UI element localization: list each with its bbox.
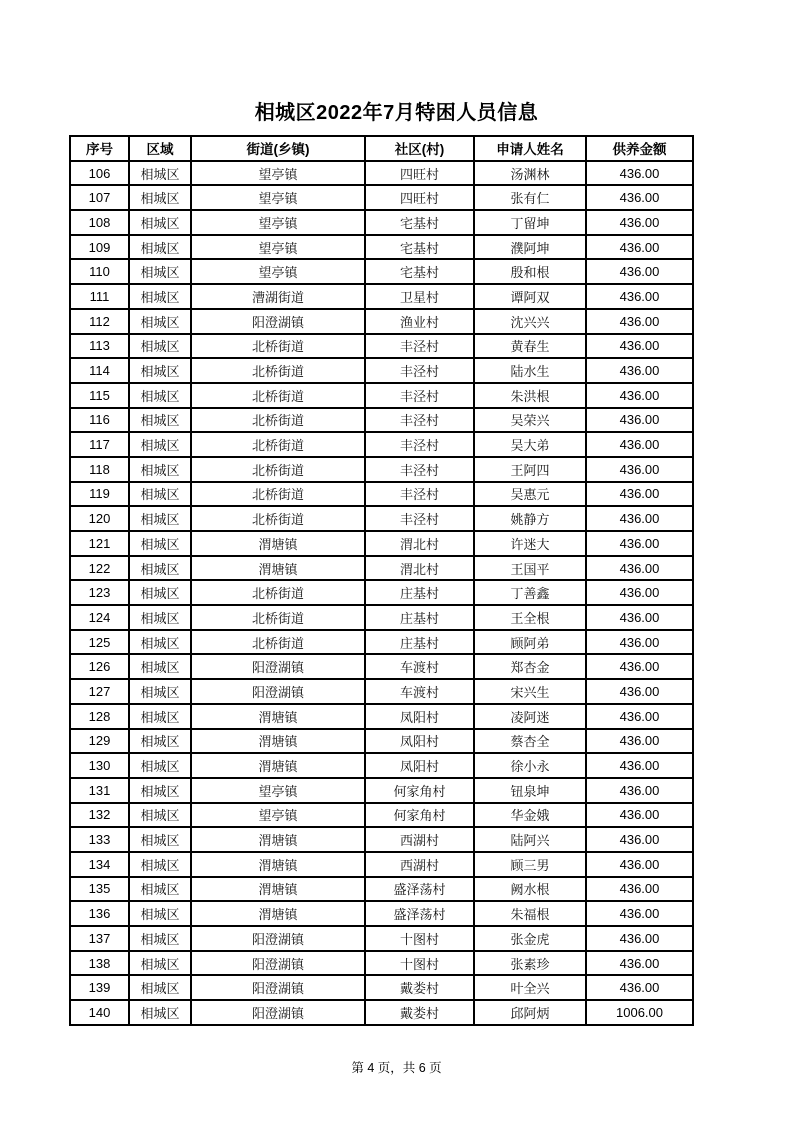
table-row	[70, 679, 693, 704]
cell-street: 阳澄湖镇	[191, 975, 365, 1000]
cell-village: 凤阳村	[365, 729, 474, 754]
table-row	[70, 556, 693, 581]
cell-street: 望亭镇	[191, 161, 365, 186]
cell-street: 北桥街道	[191, 383, 365, 408]
cell-amount: 436.00	[586, 161, 693, 186]
table-row	[70, 506, 693, 531]
cell-applicant: 张有仁	[474, 185, 586, 210]
cell-amount: 436.00	[586, 531, 693, 556]
cell-serial: 131	[70, 778, 129, 803]
header-cell-applicant: 申请人姓名	[474, 136, 586, 161]
cell-district: 相城区	[129, 901, 191, 926]
cell-district: 相城区	[129, 729, 191, 754]
table-row	[70, 1000, 693, 1025]
cell-street: 渭塘镇	[191, 729, 365, 754]
cell-applicant: 叶全兴	[474, 975, 586, 1000]
cell-amount: 436.00	[586, 334, 693, 359]
cell-serial: 108	[70, 210, 129, 235]
cell-village: 丰泾村	[365, 358, 474, 383]
table-row	[70, 852, 693, 877]
cell-street: 北桥街道	[191, 408, 365, 433]
cell-district: 相城区	[129, 654, 191, 679]
table-row	[70, 605, 693, 630]
cell-village: 渭北村	[365, 556, 474, 581]
cell-serial: 127	[70, 679, 129, 704]
cell-village: 丰泾村	[365, 506, 474, 531]
cell-amount: 436.00	[586, 457, 693, 482]
cell-serial: 129	[70, 729, 129, 754]
header-cell-village: 社区(村)	[365, 136, 474, 161]
table-row	[70, 827, 693, 852]
table-row	[70, 482, 693, 507]
cell-street: 望亭镇	[191, 778, 365, 803]
cell-amount: 436.00	[586, 259, 693, 284]
cell-street: 渭塘镇	[191, 852, 365, 877]
cell-district: 相城区	[129, 1000, 191, 1025]
table-row	[70, 383, 693, 408]
header-cell-street: 街道(乡镇)	[191, 136, 365, 161]
cell-amount: 436.00	[586, 926, 693, 951]
cell-applicant: 陆水生	[474, 358, 586, 383]
cell-applicant: 顾三男	[474, 852, 586, 877]
cell-amount: 436.00	[586, 556, 693, 581]
table-row	[70, 432, 693, 457]
cell-applicant: 钮泉坤	[474, 778, 586, 803]
cell-serial: 136	[70, 901, 129, 926]
cell-applicant: 张金虎	[474, 926, 586, 951]
cell-amount: 436.00	[586, 852, 693, 877]
cell-amount: 436.00	[586, 432, 693, 457]
cell-street: 望亭镇	[191, 235, 365, 260]
table-row	[70, 408, 693, 433]
cell-serial: 113	[70, 334, 129, 359]
cell-applicant: 许迷大	[474, 531, 586, 556]
cell-village: 丰泾村	[365, 334, 474, 359]
cell-village: 十图村	[365, 951, 474, 976]
cell-village: 何家角村	[365, 778, 474, 803]
cell-district: 相城区	[129, 926, 191, 951]
cell-serial: 110	[70, 259, 129, 284]
cell-amount: 436.00	[586, 729, 693, 754]
cell-serial: 125	[70, 630, 129, 655]
cell-district: 相城区	[129, 778, 191, 803]
cell-street: 阳澄湖镇	[191, 926, 365, 951]
table-row	[70, 803, 693, 828]
cell-applicant: 阙水根	[474, 877, 586, 902]
cell-village: 宅基村	[365, 235, 474, 260]
table-row	[70, 951, 693, 976]
cell-street: 北桥街道	[191, 506, 365, 531]
cell-village: 渔业村	[365, 309, 474, 334]
cell-applicant: 顾阿弟	[474, 630, 586, 655]
table-row	[70, 531, 693, 556]
cell-applicant: 陆阿兴	[474, 827, 586, 852]
cell-amount: 436.00	[586, 605, 693, 630]
table-body	[70, 161, 693, 1025]
cell-amount: 436.00	[586, 827, 693, 852]
cell-street: 阳澄湖镇	[191, 679, 365, 704]
table-row	[70, 284, 693, 309]
cell-serial: 120	[70, 506, 129, 531]
cell-village: 丰泾村	[365, 383, 474, 408]
cell-applicant: 汤渊林	[474, 161, 586, 186]
cell-applicant: 郑杏金	[474, 654, 586, 679]
cell-amount: 436.00	[586, 210, 693, 235]
cell-applicant: 朱福根	[474, 901, 586, 926]
cell-serial: 119	[70, 482, 129, 507]
cell-amount: 436.00	[586, 383, 693, 408]
cell-district: 相城区	[129, 506, 191, 531]
cell-village: 宅基村	[365, 210, 474, 235]
table-row	[70, 457, 693, 482]
cell-district: 相城区	[129, 235, 191, 260]
cell-village: 宅基村	[365, 259, 474, 284]
cell-applicant: 王全根	[474, 605, 586, 630]
cell-street: 望亭镇	[191, 185, 365, 210]
cell-district: 相城区	[129, 580, 191, 605]
cell-amount: 436.00	[586, 630, 693, 655]
cell-serial: 123	[70, 580, 129, 605]
cell-serial: 138	[70, 951, 129, 976]
cell-serial: 140	[70, 1000, 129, 1025]
cell-district: 相城区	[129, 827, 191, 852]
cell-applicant: 黄春生	[474, 334, 586, 359]
cell-applicant: 殷和根	[474, 259, 586, 284]
cell-street: 阳澄湖镇	[191, 951, 365, 976]
cell-village: 庄基村	[365, 580, 474, 605]
cell-applicant: 宋兴生	[474, 679, 586, 704]
cell-district: 相城区	[129, 630, 191, 655]
cell-applicant: 王阿四	[474, 457, 586, 482]
cell-serial: 114	[70, 358, 129, 383]
cell-amount: 436.00	[586, 654, 693, 679]
cell-village: 卫星村	[365, 284, 474, 309]
table-row	[70, 729, 693, 754]
cell-amount: 436.00	[586, 704, 693, 729]
cell-serial: 135	[70, 877, 129, 902]
table-row	[70, 309, 693, 334]
cell-serial: 111	[70, 284, 129, 309]
cell-village: 十图村	[365, 926, 474, 951]
cell-amount: 436.00	[586, 803, 693, 828]
cell-village: 盛泽荡村	[365, 901, 474, 926]
cell-district: 相城区	[129, 556, 191, 581]
cell-village: 西湖村	[365, 827, 474, 852]
cell-serial: 139	[70, 975, 129, 1000]
cell-village: 丰泾村	[365, 457, 474, 482]
cell-amount: 436.00	[586, 778, 693, 803]
cell-street: 渭塘镇	[191, 901, 365, 926]
cell-amount: 436.00	[586, 506, 693, 531]
cell-district: 相城区	[129, 482, 191, 507]
table-row	[70, 704, 693, 729]
cell-street: 渭塘镇	[191, 531, 365, 556]
cell-serial: 121	[70, 531, 129, 556]
info-table	[69, 135, 694, 1026]
cell-applicant: 徐小永	[474, 753, 586, 778]
header-cell-amount: 供养金额	[586, 136, 693, 161]
cell-applicant: 蔡杏全	[474, 729, 586, 754]
cell-street: 渭塘镇	[191, 704, 365, 729]
table-row	[70, 185, 693, 210]
cell-amount: 436.00	[586, 951, 693, 976]
cell-village: 丰泾村	[365, 408, 474, 433]
cell-village: 四旺村	[365, 185, 474, 210]
table-row	[70, 580, 693, 605]
cell-applicant: 邱阿炳	[474, 1000, 586, 1025]
cell-applicant: 濮阿坤	[474, 235, 586, 260]
cell-serial: 133	[70, 827, 129, 852]
cell-street: 北桥街道	[191, 605, 365, 630]
cell-district: 相城区	[129, 531, 191, 556]
cell-amount: 436.00	[586, 185, 693, 210]
cell-village: 车渡村	[365, 654, 474, 679]
cell-applicant: 王国平	[474, 556, 586, 581]
cell-street: 望亭镇	[191, 803, 365, 828]
cell-applicant: 吴惠元	[474, 482, 586, 507]
cell-village: 西湖村	[365, 852, 474, 877]
cell-applicant: 姚静方	[474, 506, 586, 531]
cell-amount: 436.00	[586, 975, 693, 1000]
page-title: 相城区2022年7月特困人员信息	[254, 102, 539, 124]
cell-village: 盛泽荡村	[365, 877, 474, 902]
cell-street: 渭塘镇	[191, 877, 365, 902]
cell-serial: 112	[70, 309, 129, 334]
cell-village: 丰泾村	[365, 432, 474, 457]
cell-village: 车渡村	[365, 679, 474, 704]
cell-serial: 126	[70, 654, 129, 679]
cell-street: 望亭镇	[191, 259, 365, 284]
cell-street: 北桥街道	[191, 432, 365, 457]
table-row	[70, 901, 693, 926]
cell-street: 北桥街道	[191, 630, 365, 655]
cell-amount: 436.00	[586, 358, 693, 383]
cell-serial: 134	[70, 852, 129, 877]
page-footer: 第 4 页，共 6 页	[351, 1060, 442, 1075]
table-row	[70, 259, 693, 284]
cell-serial: 128	[70, 704, 129, 729]
cell-serial: 116	[70, 408, 129, 433]
cell-district: 相城区	[129, 753, 191, 778]
cell-amount: 436.00	[586, 408, 693, 433]
cell-district: 相城区	[129, 605, 191, 630]
cell-district: 相城区	[129, 951, 191, 976]
cell-street: 北桥街道	[191, 358, 365, 383]
cell-street: 渭塘镇	[191, 827, 365, 852]
cell-district: 相城区	[129, 210, 191, 235]
cell-applicant: 张素珍	[474, 951, 586, 976]
cell-street: 望亭镇	[191, 210, 365, 235]
cell-applicant: 吴大弟	[474, 432, 586, 457]
cell-applicant: 丁善鑫	[474, 580, 586, 605]
cell-village: 四旺村	[365, 161, 474, 186]
cell-serial: 130	[70, 753, 129, 778]
header-cell-district: 区域	[129, 136, 191, 161]
cell-street: 阳澄湖镇	[191, 1000, 365, 1025]
cell-amount: 1006.00	[586, 1000, 693, 1025]
cell-serial: 106	[70, 161, 129, 186]
cell-amount: 436.00	[586, 580, 693, 605]
cell-amount: 436.00	[586, 235, 693, 260]
cell-district: 相城区	[129, 408, 191, 433]
cell-applicant: 吴荣兴	[474, 408, 586, 433]
cell-district: 相城区	[129, 457, 191, 482]
cell-amount: 436.00	[586, 309, 693, 334]
cell-district: 相城区	[129, 803, 191, 828]
cell-street: 阳澄湖镇	[191, 654, 365, 679]
table-header-row	[70, 136, 693, 161]
cell-district: 相城区	[129, 877, 191, 902]
cell-village: 凤阳村	[365, 704, 474, 729]
table-row	[70, 778, 693, 803]
cell-street: 北桥街道	[191, 580, 365, 605]
table-row	[70, 975, 693, 1000]
cell-street: 北桥街道	[191, 334, 365, 359]
cell-applicant: 华金娥	[474, 803, 586, 828]
cell-village: 丰泾村	[365, 482, 474, 507]
table-row	[70, 334, 693, 359]
cell-amount: 436.00	[586, 679, 693, 704]
cell-street: 阳澄湖镇	[191, 309, 365, 334]
cell-applicant: 沈兴兴	[474, 309, 586, 334]
cell-amount: 436.00	[586, 877, 693, 902]
cell-serial: 109	[70, 235, 129, 260]
cell-amount: 436.00	[586, 753, 693, 778]
cell-district: 相城区	[129, 309, 191, 334]
table-row	[70, 161, 693, 186]
cell-serial: 132	[70, 803, 129, 828]
cell-applicant: 丁留坤	[474, 210, 586, 235]
cell-village: 何家角村	[365, 803, 474, 828]
cell-amount: 436.00	[586, 482, 693, 507]
cell-applicant: 谭阿双	[474, 284, 586, 309]
cell-serial: 117	[70, 432, 129, 457]
cell-serial: 118	[70, 457, 129, 482]
cell-district: 相城区	[129, 334, 191, 359]
cell-serial: 137	[70, 926, 129, 951]
cell-village: 渭北村	[365, 531, 474, 556]
cell-applicant: 朱洪根	[474, 383, 586, 408]
table-row	[70, 753, 693, 778]
table-row	[70, 358, 693, 383]
cell-district: 相城区	[129, 432, 191, 457]
header-cell-serial: 序号	[70, 136, 129, 161]
table-row	[70, 630, 693, 655]
table-row	[70, 654, 693, 679]
cell-district: 相城区	[129, 383, 191, 408]
cell-district: 相城区	[129, 852, 191, 877]
cell-district: 相城区	[129, 679, 191, 704]
cell-district: 相城区	[129, 975, 191, 1000]
cell-district: 相城区	[129, 185, 191, 210]
cell-applicant: 凌阿迷	[474, 704, 586, 729]
cell-district: 相城区	[129, 161, 191, 186]
cell-street: 北桥街道	[191, 457, 365, 482]
cell-district: 相城区	[129, 704, 191, 729]
cell-village: 戴娄村	[365, 1000, 474, 1025]
table-row	[70, 926, 693, 951]
cell-amount: 436.00	[586, 901, 693, 926]
cell-village: 戴娄村	[365, 975, 474, 1000]
cell-street: 渭塘镇	[191, 753, 365, 778]
cell-street: 漕湖街道	[191, 284, 365, 309]
cell-district: 相城区	[129, 284, 191, 309]
cell-village: 庄基村	[365, 605, 474, 630]
cell-district: 相城区	[129, 358, 191, 383]
cell-village: 庄基村	[365, 630, 474, 655]
table-row	[70, 235, 693, 260]
cell-street: 北桥街道	[191, 482, 365, 507]
cell-district: 相城区	[129, 259, 191, 284]
table-row	[70, 210, 693, 235]
cell-serial: 115	[70, 383, 129, 408]
cell-serial: 122	[70, 556, 129, 581]
cell-village: 凤阳村	[365, 753, 474, 778]
cell-serial: 124	[70, 605, 129, 630]
table-row	[70, 877, 693, 902]
cell-street: 渭塘镇	[191, 556, 365, 581]
cell-serial: 107	[70, 185, 129, 210]
cell-amount: 436.00	[586, 284, 693, 309]
